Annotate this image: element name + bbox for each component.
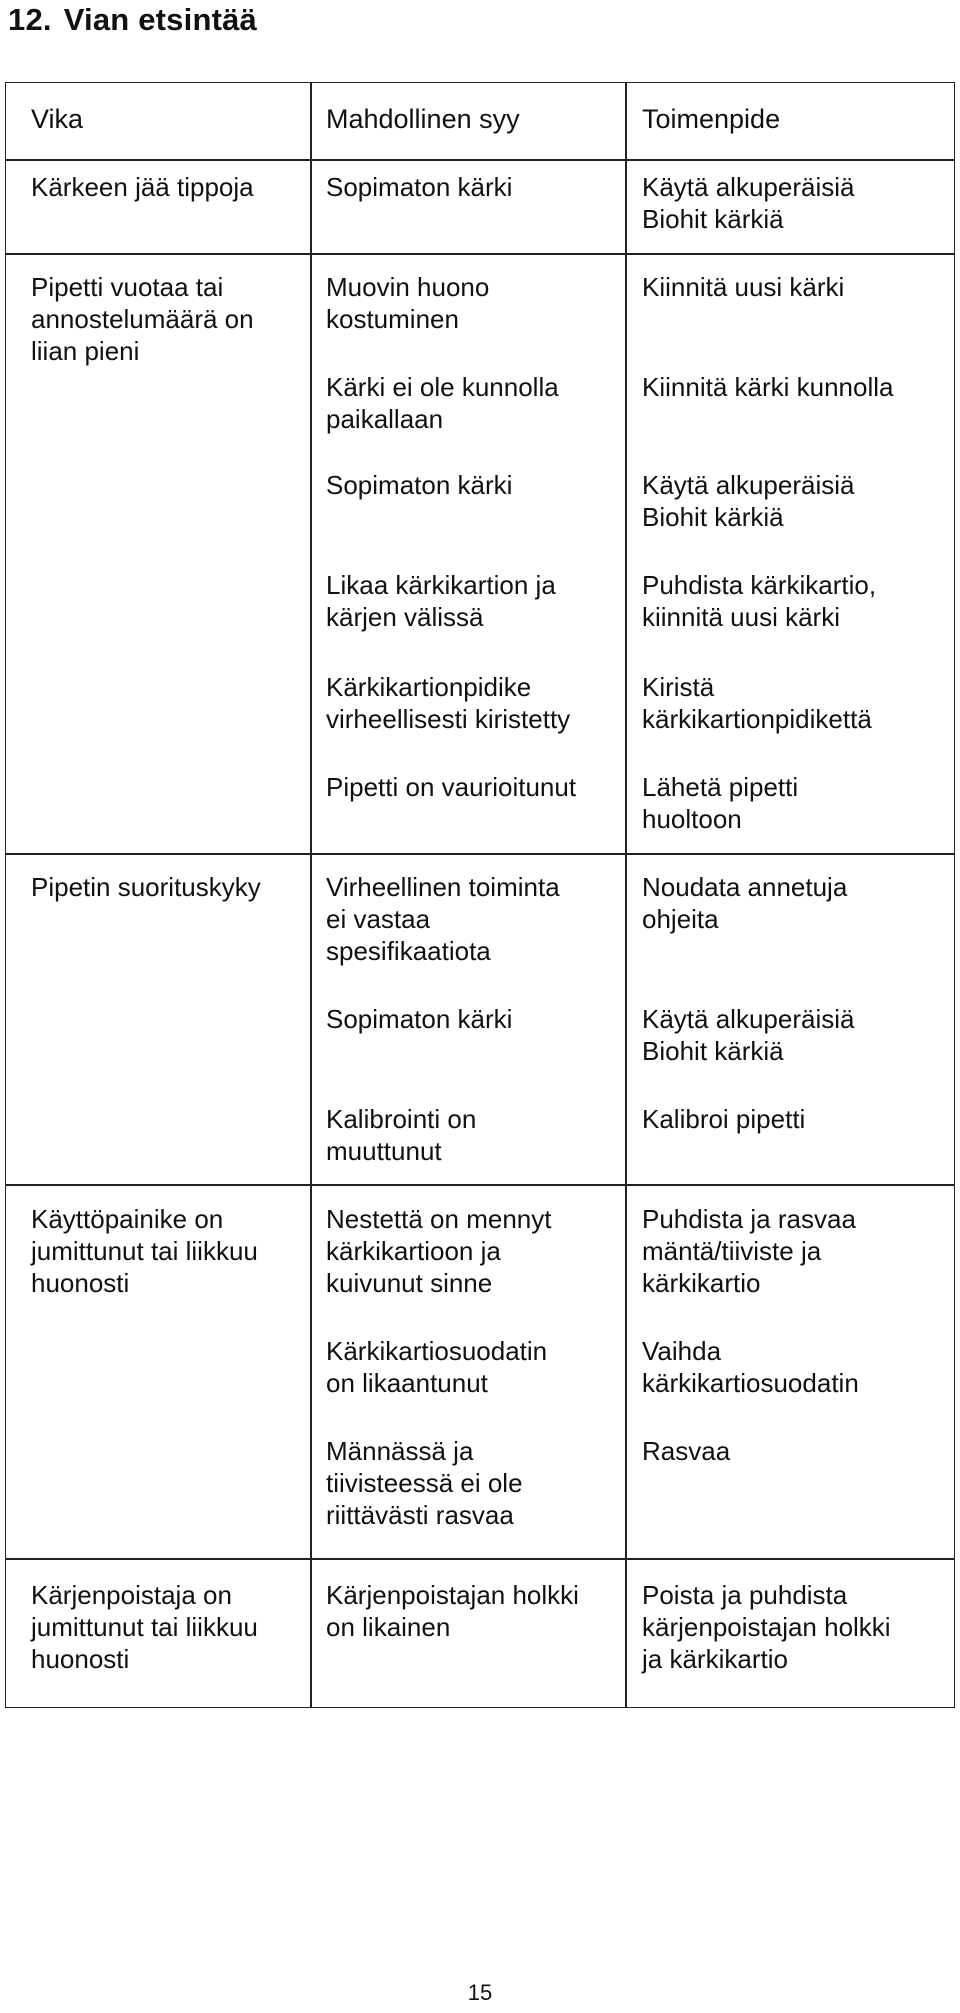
fault-cell: Kärjenpoistaja on jumittunut tai liikkuu huonosti [31,1580,258,1674]
row-divider [6,253,954,255]
section-heading: Vian etsintää [63,2,257,37]
header-divider [6,159,954,161]
cause-cell: Likaa kärkikartion ja kärjen välissä [326,570,556,632]
section-title [8,2,257,38]
action-cell: Kiristä kärkikartionpidikettä [642,672,872,734]
cause-cell: Kärjenpoistajan holkki on likainen [326,1580,579,1642]
section-number: 12. [8,2,52,37]
fault-cell: Pipetin suorituskyky [31,872,261,902]
action-cell: Lähetä pipetti huoltoon [642,772,799,834]
cause-cell: Kärki ei ole kunnolla paikallaan [326,372,559,434]
column-divider [625,83,627,1708]
action-cell: Rasvaa [642,1436,731,1466]
action-cell: Kiinnitä uusi kärki [642,272,845,302]
action-cell: Vaihda kärkikartiosuodatin [642,1336,859,1398]
action-cell: Käytä alkuperäisiä Biohit kärkiä [642,172,855,234]
action-cell: Noudata annetuja ohjeita [642,872,848,934]
cause-cell: Kärkikartionpidike virheellisesti kiristetty [326,672,571,734]
page-number: 15 [467,1980,493,2005]
fault-cell: Kärkeen jää tippoja [31,172,254,202]
header-cause: Mahdollinen syy [326,104,520,134]
column-divider [310,83,312,1708]
cause-cell: Kalibrointi on muuttunut [326,1104,477,1166]
cause-cell: Sopimaton kärki [326,172,513,202]
fault-cell: Käyttöpainike on jumittunut tai liikkuu huonosti [31,1204,258,1298]
cause-cell: Pipetti on vaurioitunut [326,772,577,802]
row-divider [6,853,954,855]
fault-cell: Pipetti vuotaa tai annostelumäärä on liian pieni [31,272,254,366]
action-cell: Käytä alkuperäisiä Biohit kärkiä [642,1004,855,1066]
cause-cell: Muovin huono kostuminen [326,272,490,334]
row-divider [6,1184,954,1186]
header-fault: Vika [31,104,84,134]
cause-cell: Männässä ja tiivisteessä ei ole riittävästi rasvaa [326,1436,523,1530]
action-cell: Kiinnitä kärki kunnolla [642,372,894,402]
cause-cell: Nestettä on mennyt kärkikartioon ja kuivunut sinne [326,1204,552,1298]
action-cell: Kalibroi pipetti [642,1104,806,1134]
row-divider [6,1558,954,1560]
action-cell: Puhdista ja rasvaa mäntä/tiiviste ja kärkikartio [642,1204,856,1298]
action-cell: Puhdista kärkikartio, kiinnitä uusi kärki [642,570,877,632]
troubleshooting-table [5,82,955,1708]
action-cell: Käytä alkuperäisiä Biohit kärkiä [642,470,855,532]
cause-cell: Sopimaton kärki [326,1004,513,1034]
action-cell: Poista ja puhdista kärjenpoistajan holkki ja kärkikartio [642,1580,891,1674]
header-action: Toimenpide [642,104,781,134]
cause-cell: Kärkikartiosuodatin on likaantunut [326,1336,548,1398]
cause-cell: Virheellinen toiminta ei vastaa spesifikaatiota [326,872,560,966]
cause-cell: Sopimaton kärki [326,470,513,500]
